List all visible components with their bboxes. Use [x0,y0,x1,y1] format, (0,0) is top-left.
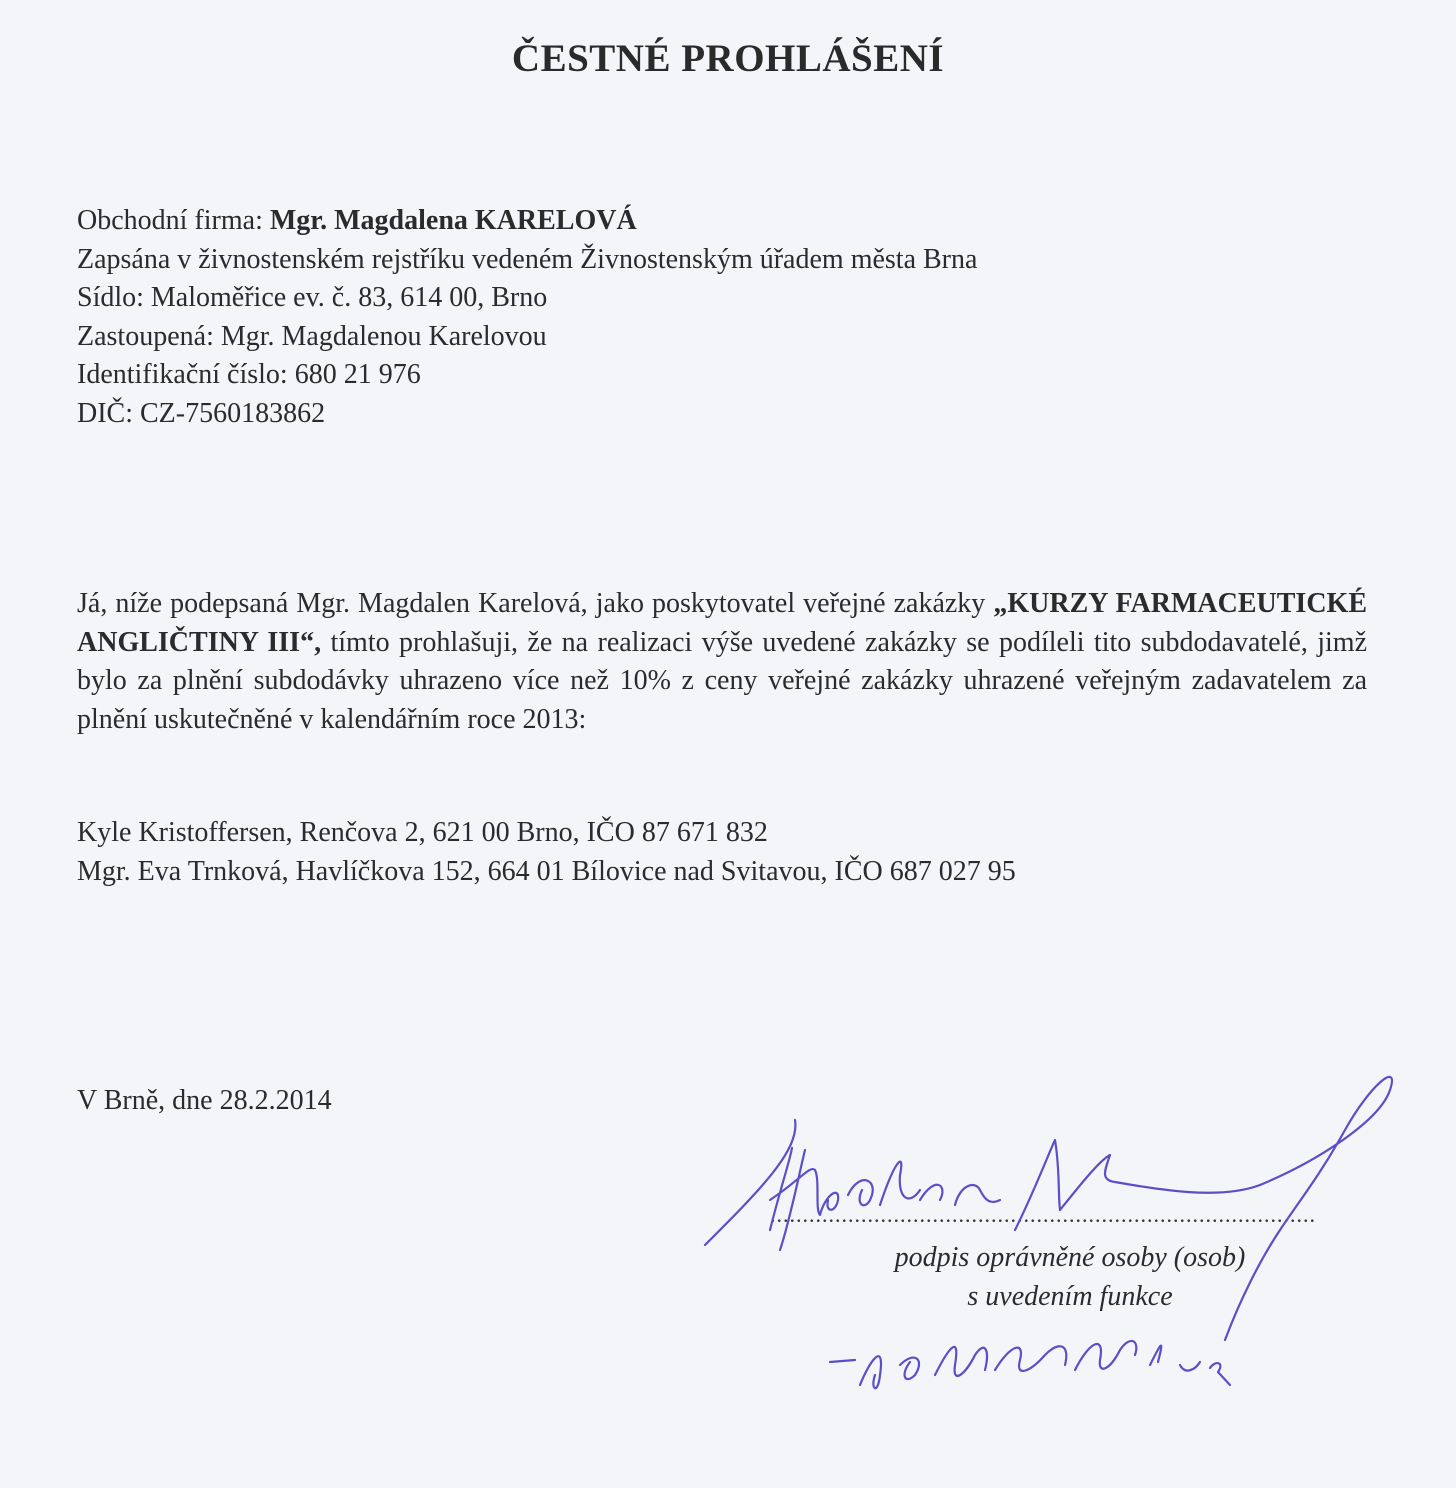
place-date: V Brně, dne 28.2.2014 [77,1085,332,1116]
declaration-text-2: tímto prohlašuji, že na realizaci výše uvedené zakázky se podíleli tito subdodavatelé, jimž bylo za plnění subdodávky uhrazeno více než 10% z ceny veřejné zakázky uhrazené veřejným zadavatelem za plnění uskutečněné v kalendářním roce 2013: [77,626,1367,735]
subcontractor-item: Mgr. Eva Trnková, Havlíčkova 152, 664 01 Bílovice nad Svitavou, IČO 687 027 95 [77,855,1016,887]
signature-caption-line1: podpis oprávněné osoby (osob) [894,1242,1246,1273]
signature-caption-line2: s uvedením funkce [967,1281,1173,1312]
signature-line: .................................................................................... [770,1202,1316,1226]
registration-line: Zapsána v živnostenském rejstříku vedeném Živnostenským úřadem města Brna [77,243,978,275]
vat-line: DIČ: CZ-7560183862 [77,397,326,429]
declaration-text-1: Já, níže podepsaná Mgr. Magdalen Karelová, jako poskytovatel veřejné zakázky [77,588,994,619]
company-label: Obchodní firma: [77,205,270,236]
contract-name: „KURZY FARMACEUTICKÉ ANGLIČTINY III“, [77,588,1367,658]
represented-line: Zastoupená: Mgr. Magdalenou Karelovou [77,320,547,352]
document-title: ČESTNÉ PROHLÁŠENÍ [511,37,945,80]
subcontractor-item: Kyle Kristoffersen, Renčova 2, 621 00 Brno, IČO 87 671 832 [77,817,768,848]
id-number-line: Identifikační číslo: 680 21 976 [77,359,421,390]
company-name: Mgr. Magdalena KARELOVÁ [269,205,637,236]
seat-line: Sídlo: Maloměřice ev. č. 83, 614 00, Brno [77,282,548,313]
